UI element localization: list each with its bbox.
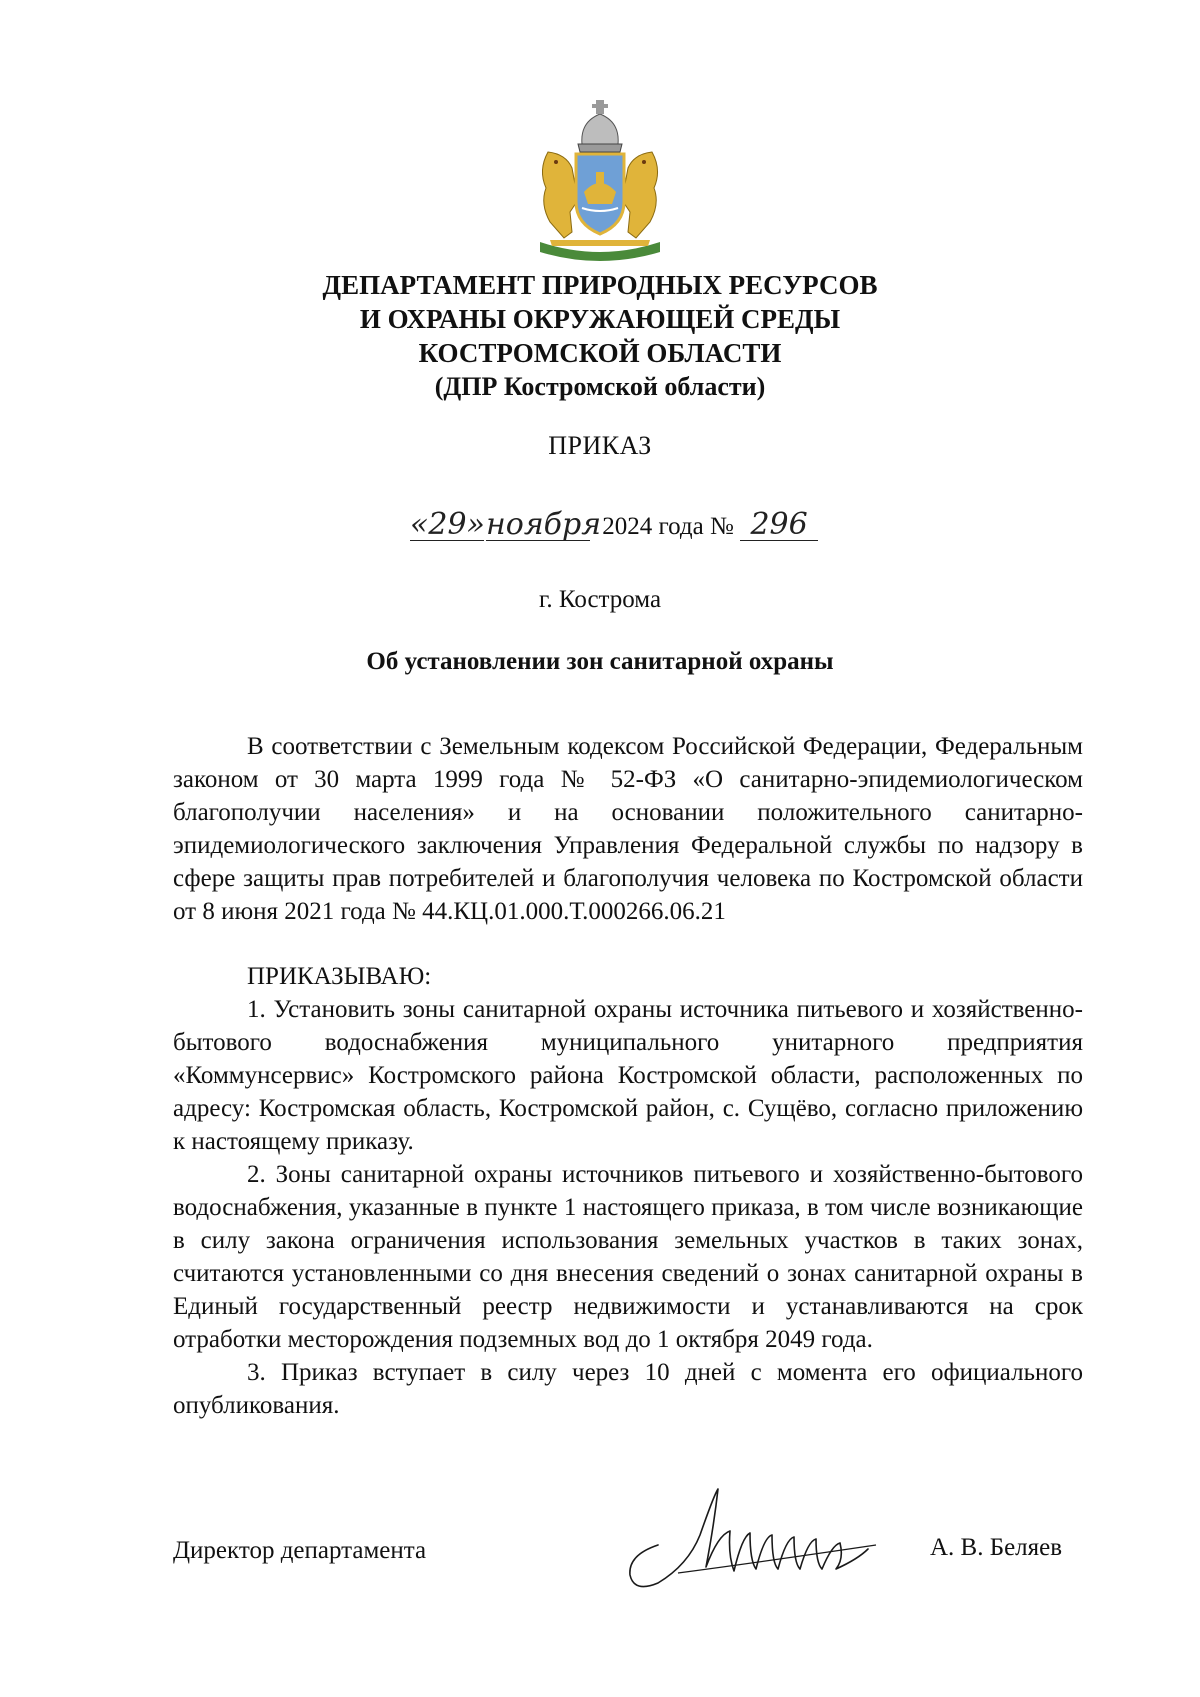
order-item-2: 2. Зоны санитарной охраны источников питьевого и хозяйственно-бытового водоснабжения, указанные в пункте 1 настоящего приказа, в том числе возникающие в силу закона ограничения использования земельных участков в таких зонах, считаются установленными со дня внесения сведений о зонах санитарной охраны в Единый государственный реестр недвижимости и устанавливаются на срок отработки месторождения подземных вод до 1 октября 2049 года. [173, 1161, 1083, 1353]
header-line-3: КОСТРОМСКОЙ ОБЛАСТИ [418, 338, 782, 368]
order-body [173, 730, 1083, 1422]
date-year-text: 2024 года № [602, 513, 734, 540]
signatory-position: Директор департамента [173, 1537, 427, 1564]
left-lion-icon [542, 152, 578, 238]
preamble-paragraph: В соответствии с Земельным кодексом Российской Федерации, Федеральным законом от 30 марта 1999 года № 52-ФЗ «О санитарно-эпидемиологическом благополучии населения» и на основании положительного санитарно-эпидемиологического заключения Управления Федеральной службы по надзору в сфере защиты прав потребителей и благополучия человека по Костромской области от 8 июня 2021 года № 44.КЦ.01.000.Т.000266.06.21 [173, 733, 1083, 925]
order-word: ПРИКАЗЫВАЮ: [247, 963, 432, 990]
document-type: ПРИКАЗ [548, 431, 652, 460]
order-item-3: 3. Приказ вступает в силу через 10 дней с момента его официального опубликования. [173, 1359, 1083, 1419]
shield-icon [576, 154, 624, 234]
department-header [0, 268, 1200, 404]
date-month: ноября [486, 507, 602, 542]
order-subject: Об установлении зон санитарной охраны [366, 648, 834, 675]
signatory-name: А. В. Беляев [930, 1534, 1063, 1561]
right-lion-icon [622, 152, 658, 238]
crown-icon [578, 100, 622, 152]
coat-of-arms-emblem [520, 92, 680, 262]
header-line-1: ДЕПАРТАМЕНТ ПРИРОДНЫХ РЕСУРСОВ [322, 270, 878, 300]
order-item-1: 1. Установить зоны санитарной охраны источника питьевого и хозяйственно-бытового водоснабжения муниципального унитарного предприятия «Коммунсервис» Костромского района Костромской области, расположенных по адресу: Костромская область, Костромской район, с. Сущёво, согласно приложению к настоящему приказу. [173, 996, 1083, 1155]
date-day: «29» [410, 507, 485, 542]
date-number-line [410, 507, 818, 542]
header-abbreviation: (ДПР Костромской области) [434, 372, 766, 401]
handwritten-signature [618, 1475, 918, 1595]
header-line-2: И ОХРАНЫ ОКРУЖАЮЩЕЙ СРЕДЫ [359, 304, 841, 334]
order-number: 296 [740, 510, 818, 541]
city: г. Кострома [538, 586, 662, 613]
